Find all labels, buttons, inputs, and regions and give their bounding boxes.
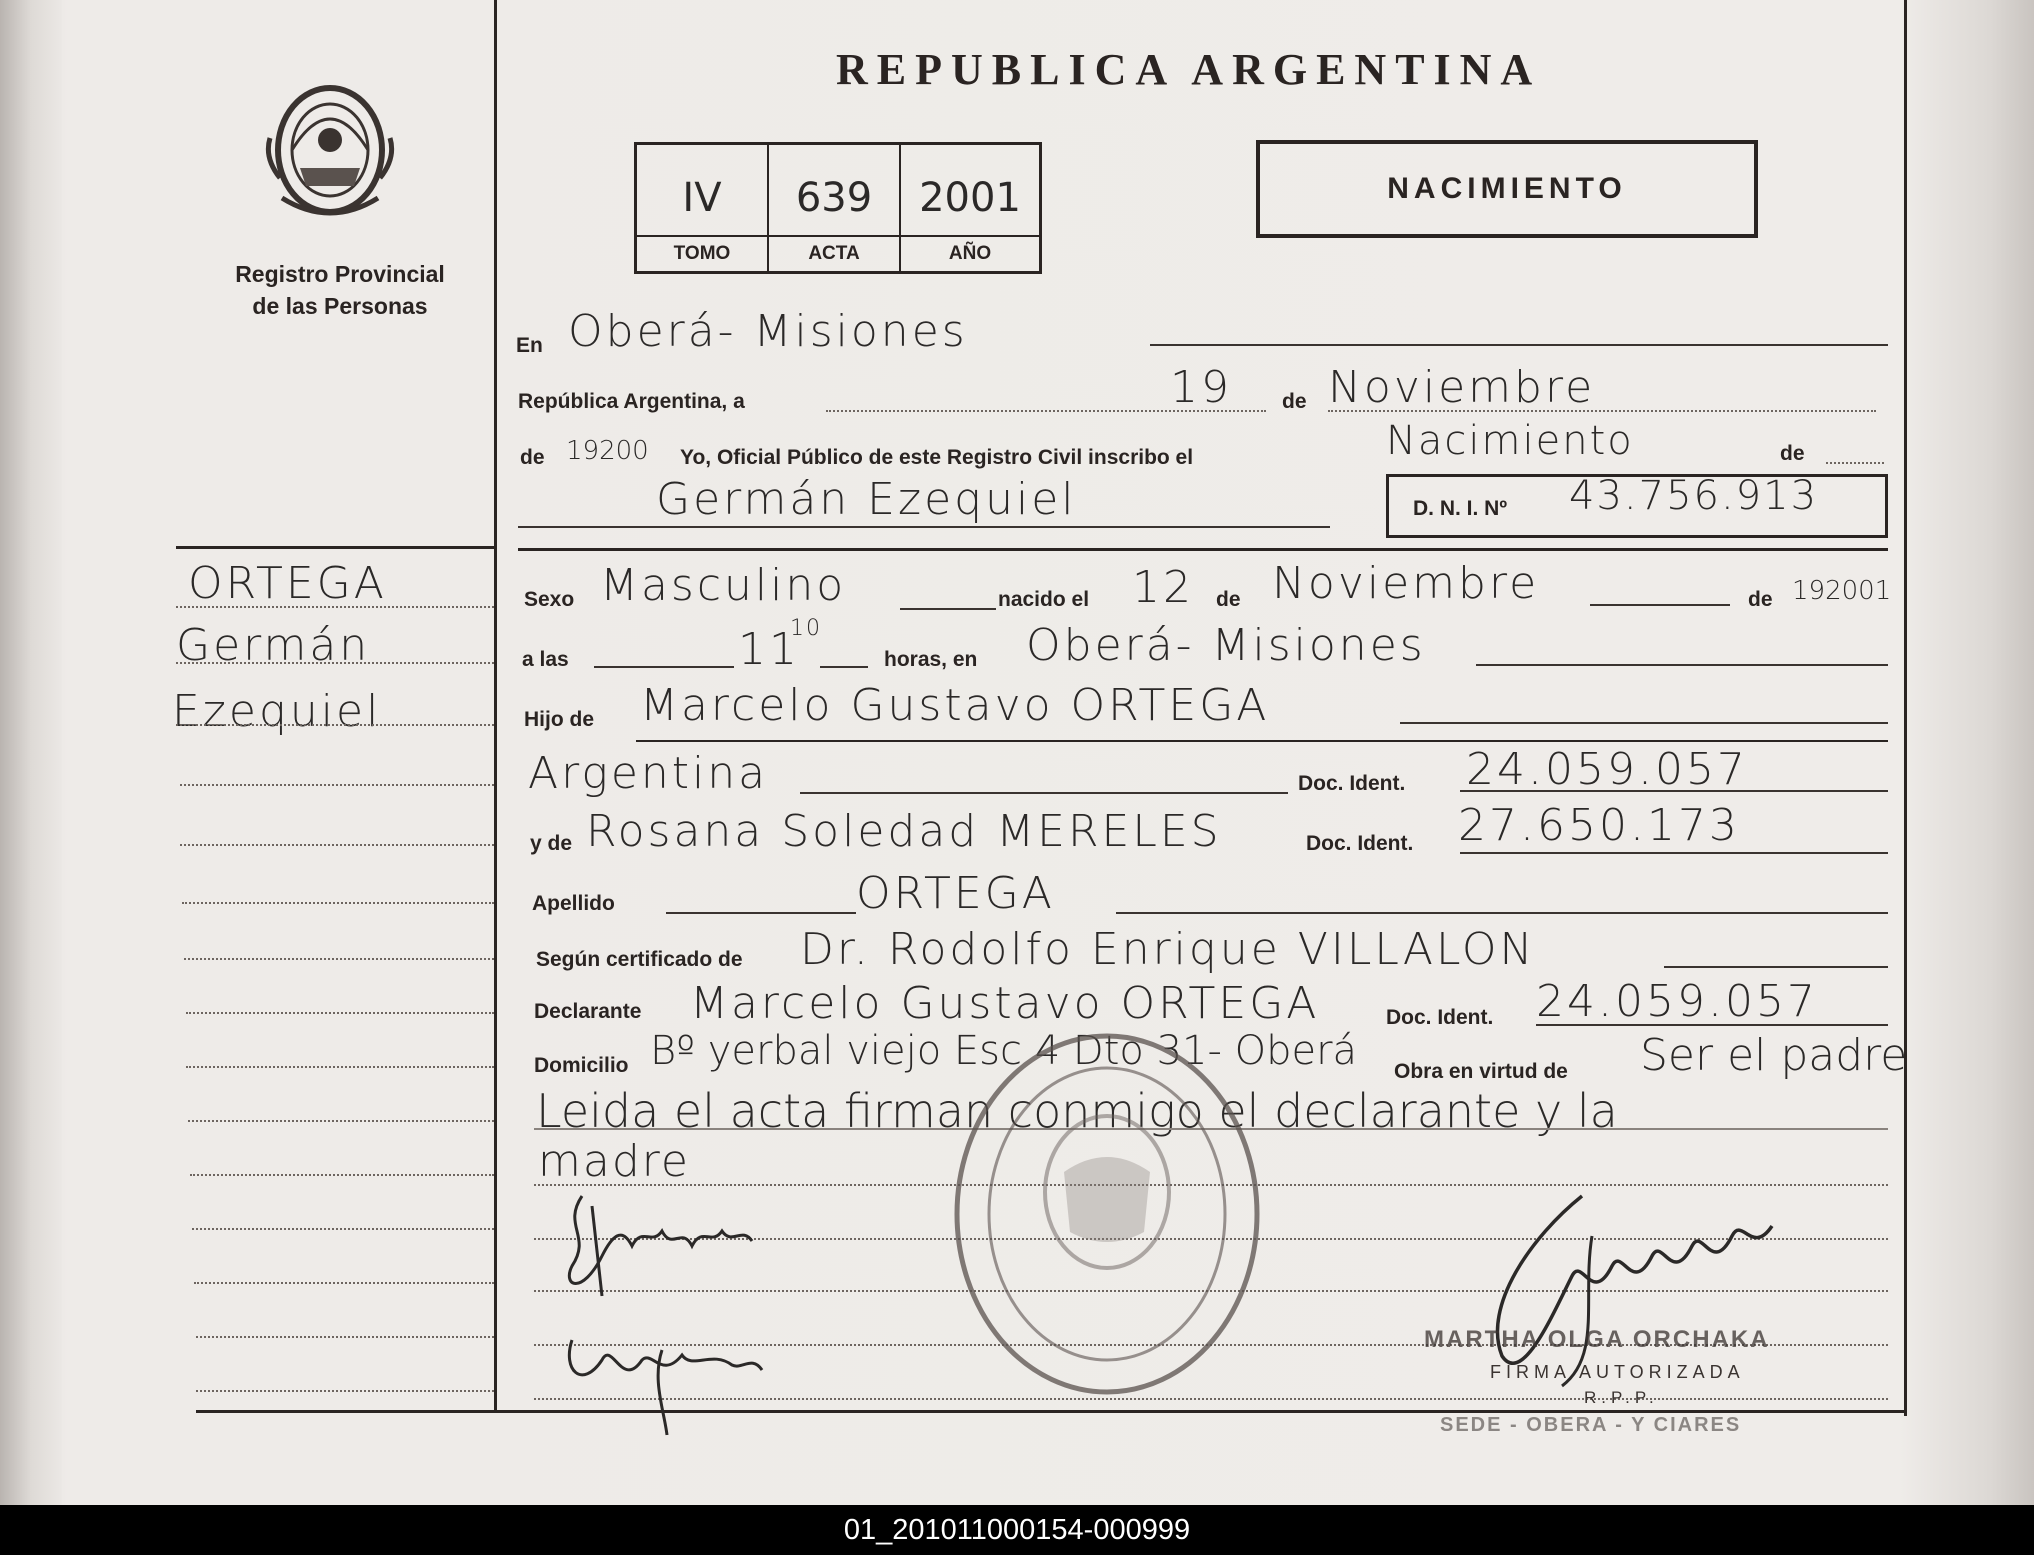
- de-label-2: de: [1780, 442, 1805, 465]
- declarant-value: Marcelo Gustavo ORTEGA: [690, 978, 1320, 1029]
- republica-label: República Argentina, a: [518, 390, 745, 413]
- place-line: [1150, 344, 1888, 346]
- surname-value: ORTEGA: [856, 868, 1055, 919]
- margin-surname: ORTEGA: [188, 558, 387, 609]
- day-value: 19: [1170, 362, 1232, 413]
- obra-label: Obra en virtud de: [1394, 1060, 1568, 1083]
- record-number-box: [634, 142, 1042, 274]
- father-name-line: [1400, 722, 1888, 724]
- margin-top-rule: [176, 546, 494, 549]
- de-label: de: [1282, 390, 1307, 413]
- authorized-signature-line: FIRMA AUTORIZADA: [1490, 1362, 1745, 1382]
- father-doc-label: Doc. Ident.: [1298, 772, 1406, 795]
- act-type-box: NACIMIENTO: [1256, 140, 1758, 238]
- declarant-doc-line: [1536, 1024, 1888, 1026]
- de-label-4: de: [1748, 588, 1773, 611]
- scan-id-footer: 01_201011000154-000999: [0, 1505, 2034, 1555]
- declarant-signature: [552, 1186, 772, 1306]
- margin-line: [176, 606, 494, 608]
- address-value: Bº yerbal viejo Esc 4 Dto 31- Oberá: [650, 1028, 1358, 1074]
- father-name-value: Marcelo Gustavo ORTEGA: [640, 680, 1270, 731]
- mother-doc-line: [1460, 852, 1888, 854]
- registry-name: [200, 258, 480, 322]
- certifier-value: Dr. Rodolfo Enrique VILLALON: [800, 924, 1536, 975]
- child-name-value: Germán Ezequiel: [656, 474, 1077, 525]
- sex-line: [900, 608, 996, 610]
- capacity-value: Ser el padre: [1640, 1030, 1908, 1081]
- margin-line: [180, 844, 494, 846]
- margin-line: [196, 1336, 494, 1338]
- yo-label: Yo, Oficial Público de este Registro Civil inscribo el: [680, 446, 1194, 469]
- nacido-label: nacido el: [998, 588, 1090, 611]
- act-written-value: Nacimiento: [1386, 418, 1634, 464]
- margin-line: [182, 902, 494, 904]
- margin-line: [194, 1282, 494, 1284]
- ano-label: AÑO: [901, 235, 1039, 265]
- birth-time-minutes-value: 10: [790, 616, 822, 641]
- birth-month-line: [1590, 604, 1730, 606]
- declarante-label: Declarante: [534, 1000, 642, 1023]
- province-seal-emblem: [262, 78, 398, 228]
- closing-line-1: Leida el acta firman conmigo el declarante y la: [536, 1084, 1618, 1138]
- apellido-label: Apellido: [532, 892, 615, 915]
- acta-value: 639: [795, 175, 873, 221]
- birth-year-value: 192001: [1792, 576, 1892, 606]
- segun-label: Según certificado de: [536, 948, 743, 971]
- left-column-divider: [494, 0, 497, 1412]
- ano-value: 2001: [919, 175, 1021, 221]
- right-frame-border: [1904, 0, 1907, 1416]
- domicilio-label: Domicilio: [534, 1054, 629, 1077]
- margin-middle-name: Ezequiel: [172, 686, 382, 737]
- country-title: REPUBLICA ARGENTINA: [836, 45, 1542, 94]
- book-binding: [0, 0, 62, 1505]
- margin-line: [186, 1012, 494, 1014]
- official-name: MARTHA OLGA ORCHAKA: [1424, 1326, 1770, 1353]
- sexo-label: Sexo: [524, 588, 575, 611]
- dni-box: [1386, 474, 1888, 538]
- month-value: Noviembre: [1328, 362, 1596, 413]
- birth-time-line-2: [820, 666, 868, 668]
- mother-doc-label: Doc. Ident.: [1306, 832, 1414, 855]
- registry-name-line2: de las Personas: [252, 293, 428, 319]
- act-line: [1826, 462, 1884, 464]
- mother-doc-value: 27.650.173: [1458, 800, 1740, 851]
- year-value: 19200: [566, 436, 649, 466]
- birth-place-value: Oberá- Misiones: [1026, 620, 1426, 671]
- closing-line-2: madre: [538, 1136, 690, 1187]
- margin-line: [176, 724, 494, 726]
- margin-line: [180, 784, 494, 786]
- birth-place-line: [1476, 664, 1888, 666]
- nationality-line: [800, 792, 1288, 794]
- mother-name-value: Rosana Soledad MERELES: [586, 806, 1222, 857]
- margin-line: [196, 1390, 494, 1392]
- tomo-cell: [637, 145, 769, 271]
- tomo-value: IV: [682, 175, 722, 221]
- birth-time-value: 11: [738, 624, 800, 675]
- birth-time-line: [594, 666, 734, 668]
- margin-line: [186, 1066, 494, 1068]
- birth-month-value: Noviembre: [1272, 558, 1540, 609]
- tomo-label: TOMO: [637, 235, 767, 265]
- father-doc-line: [1460, 790, 1888, 792]
- dni-value: 43.756.913: [1569, 473, 1819, 519]
- declarant-doc-label: Doc. Ident.: [1386, 1006, 1494, 1029]
- father-separator-rule: [636, 740, 1888, 742]
- place-value: Oberá- Misiones: [568, 306, 968, 357]
- year-prefix-label: de: [520, 446, 545, 469]
- hijo-label: Hijo de: [524, 708, 595, 731]
- father-doc-value: 24.059.057: [1466, 744, 1748, 795]
- apellido-line-left: [666, 912, 856, 914]
- certifier-line: [1664, 966, 1888, 968]
- official-round-stamp: [944, 1022, 1270, 1406]
- office-line: SEDE - OBERA - Y CIARES: [1440, 1414, 1742, 1436]
- declarant-doc-value: 24.059.057: [1536, 976, 1818, 1027]
- acta-cell: [769, 145, 901, 271]
- a-las-label: a las: [522, 648, 569, 671]
- rpp-line: R.P.P.: [1584, 1388, 1659, 1407]
- form-separator-rule: [518, 548, 1888, 551]
- margin-line: [188, 1120, 494, 1122]
- apellido-line-right: [1116, 912, 1888, 914]
- bottom-frame-border: [196, 1410, 1906, 1413]
- de-label-3: de: [1216, 588, 1241, 611]
- y-de-label: y de: [530, 832, 573, 855]
- margin-line: [176, 662, 494, 664]
- registry-name-line1: Registro Provincial: [235, 261, 445, 287]
- en-label: En: [516, 334, 543, 357]
- margin-line: [184, 958, 494, 960]
- margin-line: [192, 1228, 494, 1230]
- father-nationality-value: Argentina: [528, 748, 769, 799]
- child-name-line: [518, 526, 1330, 528]
- margin-first-name: Germán: [176, 620, 371, 671]
- sex-value: Masculino: [600, 560, 847, 611]
- acta-label: ACTA: [769, 235, 899, 265]
- mother-signature: [552, 1310, 772, 1440]
- month-line: [1328, 410, 1876, 412]
- ano-cell: [901, 145, 1039, 271]
- margin-line: [190, 1174, 494, 1176]
- dni-label: D. N. I. Nº: [1413, 497, 1508, 520]
- horas-label: horas, en: [884, 648, 978, 671]
- birth-day-value: 12: [1132, 562, 1194, 613]
